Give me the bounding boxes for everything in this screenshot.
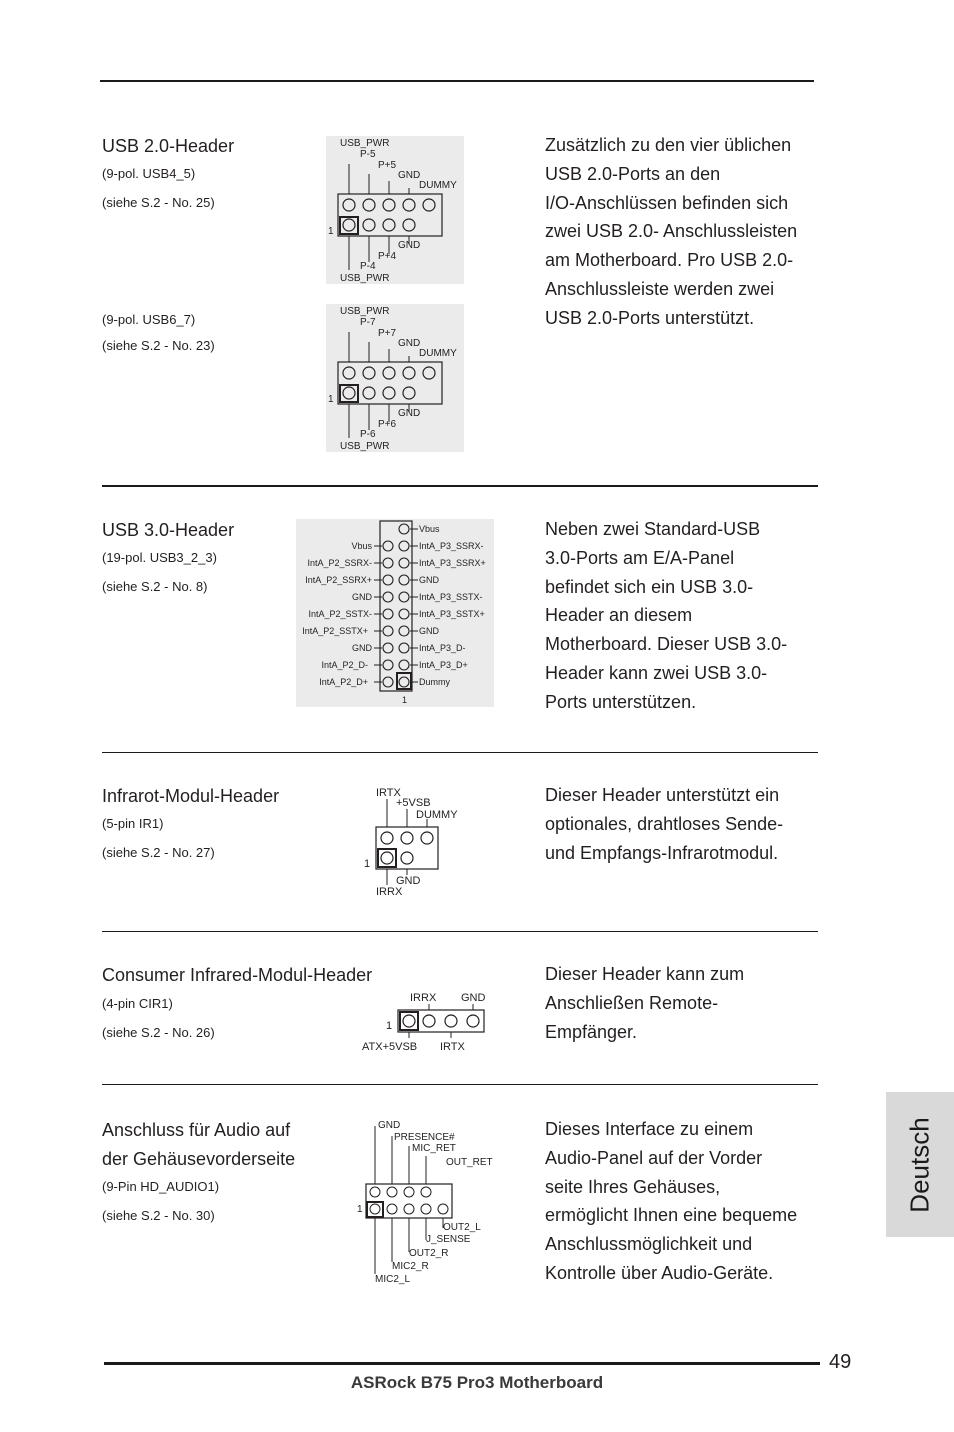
ir-header-diagram [360,785,470,900]
pin-one-label: 1 [357,1204,363,1215]
pin-label: IntA_P3_D+ [419,660,468,670]
pin-label: DUMMY [419,180,457,191]
ir-sub2: (siehe S.2 - No. 27) [102,845,215,860]
usb2-sub2: (siehe S.2 - No. 25) [102,195,215,210]
pin-label: GND [398,170,421,181]
pin-label: GND [419,626,439,636]
desc-line: Empfänger. [545,1021,638,1042]
desc-line: Anschlussleiste werden zwei [545,278,775,299]
desc-line: Anschlussmöglichkeit und [545,1234,753,1255]
pin-label: ATX+5VSB [362,1041,418,1053]
pin-label: GND [378,1120,401,1131]
desc-line: Audio-Panel auf der Vorder [545,1147,763,1168]
pin-label: IRRX [410,992,437,1004]
pin-label: IntA_P3_SSTX+ [419,609,485,619]
desc-line: I/O-Anschlüssen befinden sich [545,192,789,213]
footer-rule [104,1362,820,1365]
pin-label: P+7 [378,328,397,339]
section-divider [102,752,818,753]
desc-line: Anschließen Remote- [545,992,719,1013]
pin-label: GND [352,592,372,602]
pin-label: DUMMY [419,348,457,359]
usb2-header-diagram-1 [326,136,464,284]
pin-label: GND [398,408,421,419]
usb2-description [545,131,825,333]
pin-label: IRRX [376,886,403,898]
pin-label: OUT2_R [409,1248,449,1259]
desc-line: ermöglicht Ihnen eine bequeme [545,1205,798,1226]
pin-label: Dummy [419,677,450,687]
pin-label: IntA_P2_D- [321,660,368,670]
usb3-sub1: (19-pol. USB3_2_3) [102,550,217,565]
audio-sub1: (9-Pin HD_AUDIO1) [102,1179,220,1194]
pin-label: IntA_P2_SSRX+ [305,575,372,585]
desc-line: Header an diesem [545,605,693,626]
pin-label: +5VSB [396,797,431,809]
desc-line: Ports unterstützen. [545,691,697,712]
section-divider [102,931,818,932]
pin-label: P+4 [378,251,397,262]
ir-sub1: (5-pin IR1) [102,816,164,831]
usb2-title: USB 2.0-Header [102,136,235,156]
pin-label: OUT2_L [443,1222,481,1233]
desc-line: und Empfangs-Infrarotmodul. [545,842,779,863]
pin-label: OUT_RET [446,1157,493,1168]
desc-line: zwei USB 2.0- Anschlussleisten [545,221,798,242]
cir-sub1: (4-pin CIR1) [102,996,173,1011]
usb3-description [545,515,825,717]
pin-label: USB_PWR [340,441,390,452]
audio-description [545,1115,825,1288]
pin-label: IRTX [440,1041,465,1053]
pin-label: GND [396,875,421,887]
ir-title: Infrarot-Modul-Header [102,786,280,806]
pin-one-label: 1 [364,858,371,870]
pin-label: P+5 [378,160,397,171]
desc-line: optionales, drahtloses Sende- [545,813,784,834]
audio-header-diagram [354,1118,494,1288]
desc-line: Dieses Interface zu einem [545,1119,754,1139]
desc-line: Kontrolle über Audio-Geräte. [545,1262,774,1283]
usb3-header-diagram [296,519,494,707]
pin-label: P-4 [360,261,376,272]
language-label: Deutsch [904,1116,935,1213]
pin-one-label: 1 [402,695,408,705]
pin-label: P-6 [360,429,376,440]
page-number: 49 [829,1351,852,1373]
pin-label: P+6 [378,419,397,430]
pin-label: IntA_P3_SSTX- [419,592,483,602]
audio-sub2: (siehe S.2 - No. 30) [102,1208,215,1223]
language-side-tab [886,1092,954,1237]
top-rule [100,80,814,82]
usb2-header-diagram-2 [326,304,464,452]
audio-title-line2: der Gehäusevorderseite [102,1149,296,1169]
pin-label: GND [419,575,439,585]
pin-label: GND [398,338,421,349]
pin-label: GND [461,992,486,1004]
pin-label: IntA_P2_SSRX- [307,558,372,568]
desc-line: am Motherboard. Pro USB 2.0- [545,250,794,271]
desc-line: Zusätzlich zu den vier üblichen [545,135,792,155]
pin-label: Vbus [419,524,440,534]
pin-one-label: 1 [386,1020,393,1032]
usb3-title: USB 3.0-Header [102,520,235,540]
pin-label: P-7 [360,317,376,328]
cir-description [545,960,825,1046]
pin-label: IntA_P3_SSRX- [419,541,484,551]
usb2-sub1: (9-pol. USB4_5) [102,166,196,181]
desc-line: seite Ihres Gehäuses, [545,1176,721,1197]
cir-sub2: (siehe S.2 - No. 26) [102,1025,215,1040]
pin-label: USB_PWR [340,273,390,284]
pin-label: DUMMY [416,809,458,821]
desc-line: Header kann zwei USB 3.0- [545,662,768,683]
pin-label: GND [398,240,421,251]
pin-one-label: 1 [328,226,334,237]
usb2-sub3: (9-pol. USB6_7) [102,312,196,327]
desc-line: Dieser Header kann zum [545,964,745,984]
cir-title: Consumer Infrared-Modul-Header [102,965,373,985]
desc-line: Motherboard. Dieser USB 3.0- [545,634,788,655]
desc-line: USB 2.0-Ports an den [545,163,721,184]
cir-header-diagram [360,990,500,1055]
pin-label: IntA_P2_D+ [319,677,368,687]
pin-label: IntA_P3_SSRX+ [419,558,486,568]
pin-label: J_SENSE [426,1234,471,1245]
pin-label: IntA_P2_SSTX- [308,609,372,619]
pin-label: Vbus [351,541,372,551]
pin-label: MIC2_L [375,1274,411,1285]
pin-label: GND [352,643,372,653]
pin-label: IRTX [376,787,401,799]
pin-one-label: 1 [328,394,334,405]
desc-line: 3.0-Ports am E/A-Panel [545,547,735,568]
pin-label: MIC2_R [392,1261,429,1272]
usb3-sub2: (siehe S.2 - No. 8) [102,579,208,594]
audio-title-line1: Anschluss für Audio auf [102,1120,291,1140]
section-divider [102,485,818,487]
desc-line: USB 2.0-Ports unterstützt. [545,307,755,328]
footer-title: ASRock B75 Pro3 Motherboard [350,1373,604,1392]
pin-label: IntA_P2_SSTX+ [302,626,368,636]
desc-line: Dieser Header unterstützt ein [545,785,780,805]
pin-label: PRESENCE# [394,1132,455,1143]
pin-label: IntA_P3_D- [419,643,466,653]
pin-label: USB_PWR [340,306,390,317]
section-divider [102,1084,818,1085]
pin-label: MIC_RET [412,1143,456,1154]
desc-line: Neben zwei Standard-USB [545,519,761,539]
desc-line: befindet sich ein USB 3.0- [545,576,754,597]
pin-label: P-5 [360,149,376,160]
usb2-sub4: (siehe S.2 - No. 23) [102,338,215,353]
pin-label: USB_PWR [340,138,390,149]
ir-description [545,781,825,867]
